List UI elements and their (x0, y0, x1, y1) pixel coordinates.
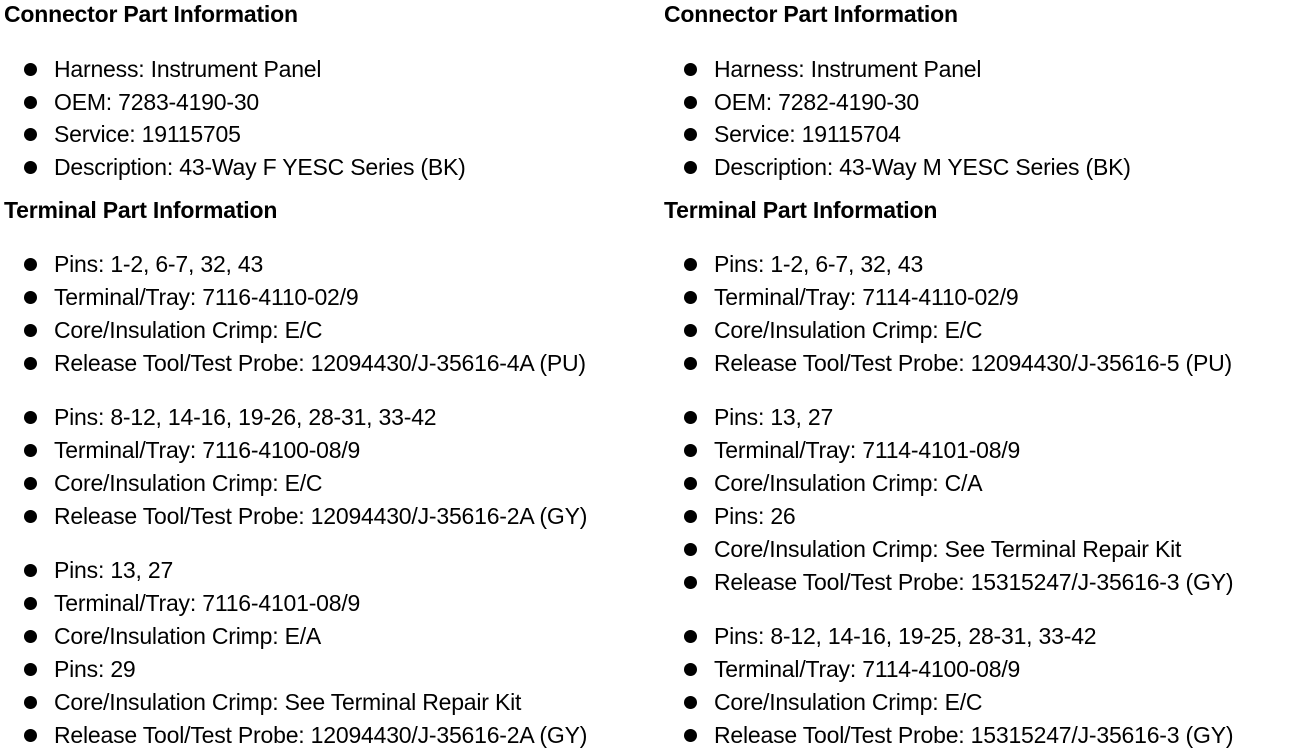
bullet-icon (24, 696, 37, 709)
list-item-text: Core/Insulation Crimp: E/C (714, 689, 983, 715)
list-item-text: Core/Insulation Crimp: E/C (54, 317, 323, 343)
list-item-text: Release Tool/Test Probe: 12094430/J-35616-2A (GY) (54, 722, 588, 748)
connector-heading: Connector Part Information (4, 1, 298, 27)
list-item-text: Harness: Instrument Panel (54, 56, 322, 82)
bullet-icon (24, 63, 37, 76)
list-item-text: Pins: 8-12, 14-16, 19-26, 28-31, 33-42 (54, 404, 437, 430)
list-item-text: Terminal/Tray: 7116-4101-08/9 (54, 590, 361, 616)
bullet-icon (24, 161, 37, 174)
bullet-icon (24, 477, 37, 490)
bullet-icon (684, 630, 697, 643)
list-item-text: Harness: Instrument Panel (714, 56, 982, 82)
list-item-text: OEM: 7283-4190-30 (54, 89, 260, 115)
bullet-icon (24, 258, 37, 271)
bullet-icon (24, 597, 37, 610)
bullet-icon (684, 543, 697, 556)
bullet-icon (24, 663, 37, 676)
bullet-icon (684, 324, 697, 337)
bullet-icon (24, 411, 37, 424)
right-column (664, 0, 1310, 754)
bullet-icon (24, 444, 37, 457)
bullet-icon (24, 729, 37, 742)
bullet-icon (684, 291, 697, 304)
terminal-heading: Terminal Part Information (664, 197, 938, 223)
list-item-text: Core/Insulation Crimp: See Terminal Repair Kit (54, 689, 522, 715)
bullet-icon (24, 291, 37, 304)
list-item-text: Core/Insulation Crimp: E/C (714, 317, 983, 343)
bullet-icon (24, 96, 37, 109)
bullet-icon (684, 510, 697, 523)
list-item-text: Description: 43-Way M YESC Series (BK) (714, 154, 1131, 180)
list-item-text: Pins: 8-12, 14-16, 19-25, 28-31, 33-42 (714, 623, 1097, 649)
terminal-heading: Terminal Part Information (4, 197, 278, 223)
bullet-icon (24, 564, 37, 577)
bullet-icon (24, 324, 37, 337)
list-item-text: Service: 19115704 (714, 121, 901, 147)
bullet-icon (684, 576, 697, 589)
bullet-icon (684, 729, 697, 742)
bullet-icon (684, 96, 697, 109)
bullet-icon (684, 696, 697, 709)
list-item-text: Terminal/Tray: 7114-4101-08/9 (714, 437, 1021, 463)
list-item-text: Release Tool/Test Probe: 12094430/J-35616-4A (PU) (54, 350, 586, 376)
bullet-icon (24, 357, 37, 370)
list-item-text: Terminal/Tray: 7114-4110-02/9 (714, 284, 1019, 310)
list-item-text: Pins: 1-2, 6-7, 32, 43 (54, 251, 264, 277)
bullet-icon (684, 128, 697, 141)
list-item-text: Core/Insulation Crimp: C/A (714, 470, 983, 496)
bullet-icon (24, 510, 37, 523)
connector-heading: Connector Part Information (664, 1, 958, 27)
list-item-text: Core/Insulation Crimp: See Terminal Repair Kit (714, 536, 1182, 562)
bullet-icon (684, 161, 697, 174)
list-item-text: Release Tool/Test Probe: 15315247/J-35616-3 (GY) (714, 569, 1234, 595)
list-item-text: Release Tool/Test Probe: 12094430/J-35616-2A (GY) (54, 503, 588, 529)
list-item-text: Release Tool/Test Probe: 15315247/J-35616-3 (GY) (714, 722, 1234, 748)
list-item-text: Pins: 26 (714, 503, 796, 529)
bullet-icon (684, 411, 697, 424)
list-item-text: Pins: 13, 27 (714, 404, 834, 430)
bullet-icon (684, 663, 697, 676)
left-column (4, 0, 659, 754)
bullet-icon (684, 357, 697, 370)
list-item-text: Terminal/Tray: 7114-4100-08/9 (714, 656, 1021, 682)
list-item-text: Service: 19115705 (54, 121, 241, 147)
bullet-icon (684, 477, 697, 490)
bullet-icon (24, 128, 37, 141)
list-item-text: Pins: 13, 27 (54, 557, 174, 583)
list-item-text: Pins: 29 (54, 656, 136, 682)
bullet-icon (684, 63, 697, 76)
list-item-text: Core/Insulation Crimp: E/C (54, 470, 323, 496)
bullet-icon (24, 630, 37, 643)
bullet-icon (684, 444, 697, 457)
bullet-icon (684, 258, 697, 271)
list-item-text: Description: 43-Way F YESC Series (BK) (54, 154, 466, 180)
list-item-text: Terminal/Tray: 7116-4100-08/9 (54, 437, 361, 463)
list-item-text: Core/Insulation Crimp: E/A (54, 623, 322, 649)
list-item-text: Release Tool/Test Probe: 12094430/J-35616-5 (PU) (714, 350, 1233, 376)
list-item-text: OEM: 7282-4190-30 (714, 89, 920, 115)
list-item-text: Terminal/Tray: 7116-4110-02/9 (54, 284, 359, 310)
list-item-text: Pins: 1-2, 6-7, 32, 43 (714, 251, 924, 277)
